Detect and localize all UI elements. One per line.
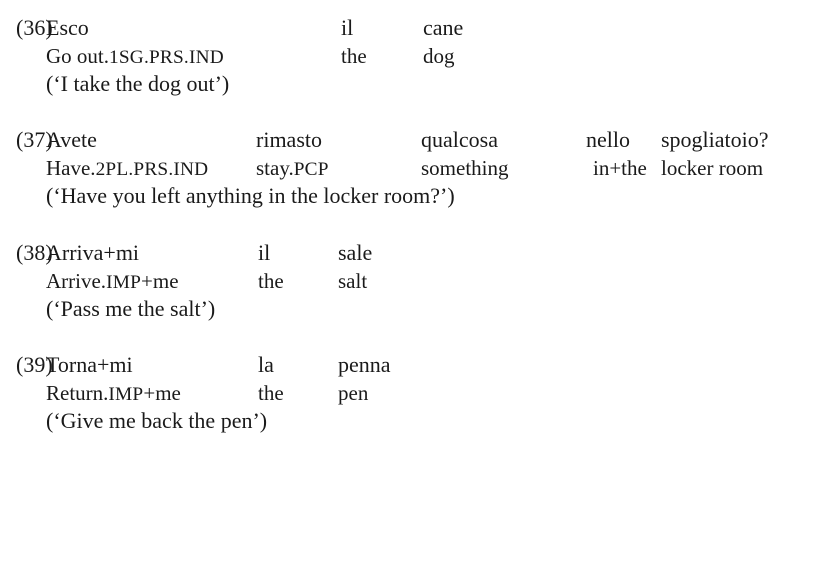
object-word: il — [258, 239, 271, 265]
gloss-abbrev: PCP — [293, 159, 329, 181]
gloss-word — [258, 268, 338, 295]
example-block — [0, 14, 840, 98]
example-translation-line — [0, 70, 840, 99]
gloss-text: Go out. — [46, 43, 109, 68]
gloss-text: pen — [338, 381, 369, 406]
example-gloss-line — [0, 268, 840, 295]
gloss-text: the — [341, 43, 367, 68]
translation-text: (‘Have you left anything in the locker room?’) — [46, 183, 455, 209]
gloss-text: the — [258, 381, 284, 406]
gloss-abbrev: IMP — [106, 271, 142, 293]
example-number: (37) — [16, 127, 53, 153]
gloss-word — [46, 268, 258, 295]
gloss-abbrev: 1SG.PRS.IND — [109, 46, 224, 68]
gloss-text: locker room — [661, 156, 764, 181]
document-page — [0, 14, 840, 585]
gloss-word — [46, 380, 258, 407]
gloss-text: in+the — [593, 156, 647, 181]
object-word: penna — [338, 352, 391, 378]
object-word: qualcosa — [421, 127, 498, 153]
object-word: la — [258, 352, 274, 378]
gloss-abbrev: 2PL.PRS.IND — [95, 159, 209, 181]
gloss-text: something — [421, 156, 509, 181]
object-word: cane — [423, 15, 464, 40]
example-block — [0, 239, 840, 323]
gloss-suffix: +me — [141, 268, 179, 293]
object-word: Avete — [46, 127, 97, 153]
gloss-word — [593, 155, 661, 182]
example-gloss-line — [0, 380, 840, 407]
example-translation-line — [0, 295, 840, 324]
example-object-line — [0, 14, 840, 43]
example-gloss-line — [0, 43, 840, 70]
gloss-text: Return. — [46, 381, 109, 406]
gloss-word — [661, 155, 831, 182]
example-number: (36) — [16, 15, 53, 40]
gloss-text: Have. — [46, 156, 96, 181]
translation-text: (‘Pass me the salt’) — [46, 295, 216, 321]
example-number: (38) — [16, 239, 53, 265]
example-number: (39) — [16, 352, 53, 378]
example-gloss-line — [0, 155, 840, 182]
example-object-line — [0, 126, 840, 155]
gloss-suffix: +me — [143, 381, 181, 406]
gloss-text: stay. — [256, 156, 294, 181]
gloss-text: Arrive. — [46, 268, 107, 293]
translation-text: (‘Give me back the pen’) — [46, 408, 268, 434]
gloss-word — [423, 43, 623, 70]
gloss-word — [256, 155, 421, 182]
gloss-word — [258, 380, 338, 407]
gloss-word — [338, 268, 498, 295]
object-word: Arriva+mi — [46, 239, 140, 265]
object-word: rimasto — [256, 127, 322, 153]
object-word: il — [341, 15, 354, 40]
gloss-word — [341, 43, 423, 70]
example-block — [0, 351, 840, 435]
gloss-text: salt — [338, 268, 368, 293]
gloss-abbrev: IMP — [108, 384, 144, 406]
example-object-line — [0, 239, 840, 268]
gloss-text: dog — [423, 43, 455, 68]
example-translation-line — [0, 407, 840, 436]
example-block — [0, 126, 840, 210]
gloss-word — [46, 43, 341, 70]
object-word: Torna+mi — [46, 352, 133, 378]
gloss-word — [46, 155, 256, 182]
gloss-word — [338, 380, 498, 407]
gloss-word — [421, 155, 593, 182]
example-translation-line — [0, 182, 840, 211]
gloss-text: the — [258, 268, 284, 293]
object-word: spogliatoio? — [661, 127, 769, 153]
translation-text: (‘I take the dog out’) — [46, 70, 230, 96]
object-word: sale — [338, 239, 373, 265]
object-word: Esco — [46, 15, 89, 40]
example-object-line — [0, 351, 840, 380]
object-word: nello — [586, 127, 630, 153]
